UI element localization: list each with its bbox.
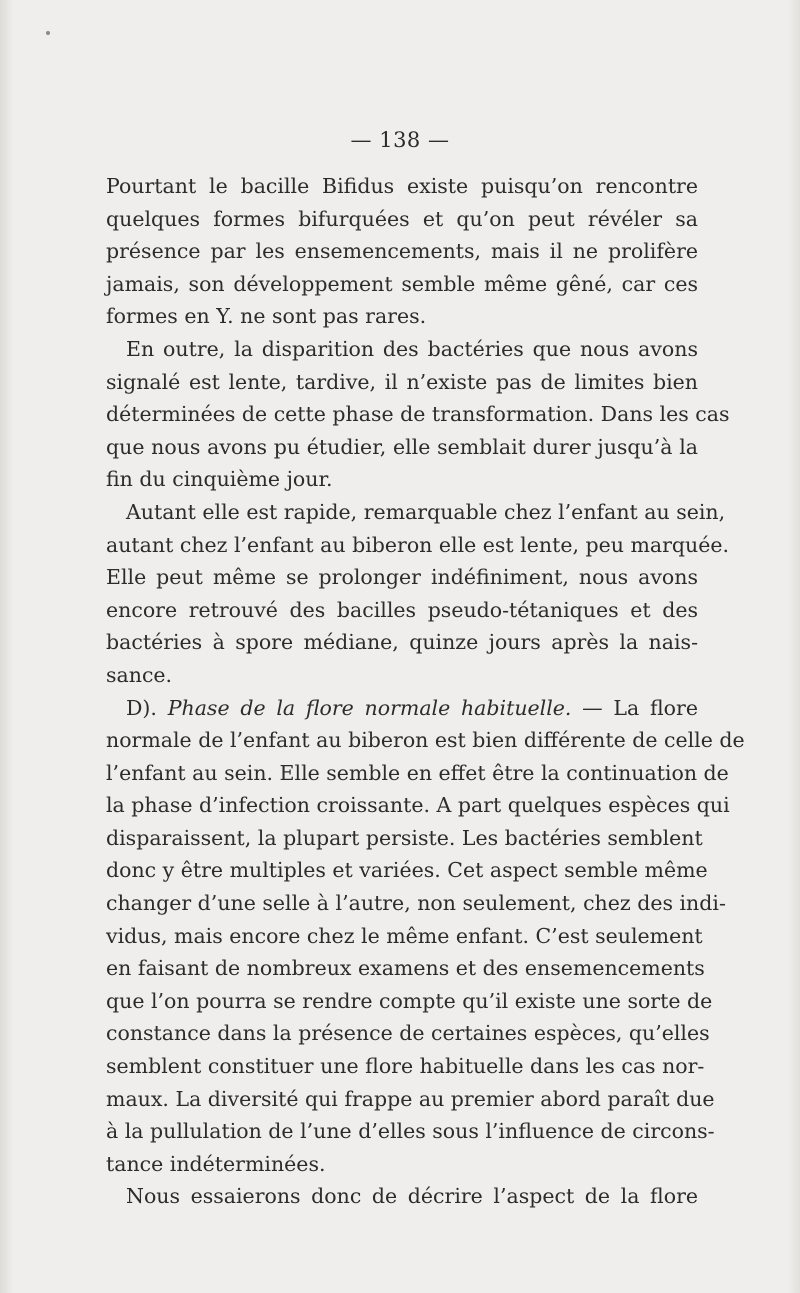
text-line: bactéries à spore médiane, quinze jours après la nais- bbox=[106, 630, 698, 655]
text-line: présence par les ensemencements, mais il ne prolifère bbox=[106, 239, 698, 264]
text-line: que nous avons pu étudier, elle semblait durer jusqu’à la bbox=[106, 434, 698, 459]
text-line: déterminées de cette phase de transformation. Dans les cas bbox=[106, 402, 730, 427]
page-edge-left bbox=[0, 0, 14, 1293]
text-line: autant chez l’enfant au biberon elle est lente, peu marquée. bbox=[106, 532, 730, 557]
text-line: que l’on pourra se rendre compte qu’il existe une sorte de bbox=[106, 988, 713, 1013]
section-title: Phase de la flore normale habituelle. bbox=[167, 695, 572, 720]
section-label: D). bbox=[126, 695, 157, 720]
text-line: quelques formes bifurquées et qu’on peut révéler sa bbox=[106, 206, 698, 231]
text-line: sance. bbox=[106, 662, 173, 687]
text-line: fin du cinquième jour. bbox=[106, 467, 333, 492]
text-line: Pourtant le bacille Bifidus existe puisqu’on rencontre bbox=[106, 174, 698, 198]
text-line: l’enfant au sein. Elle semble en effet être la continuation de bbox=[106, 760, 729, 785]
text-line: signalé est lente, tardive, il n’existe pas de limites bien bbox=[106, 369, 698, 394]
text-line: maux. La diversité qui frappe au premier abord paraît due bbox=[106, 1086, 715, 1111]
text-line: la phase d’infection croissante. A part quelques espèces qui bbox=[106, 793, 730, 818]
text-line: vidus, mais encore chez le même enfant. C’est seulement bbox=[106, 923, 703, 948]
text-line: Autant elle est rapide, remarquable chez l’enfant au sein, bbox=[126, 499, 726, 524]
text-line: donc y être multiples et variées. Cet aspect semble même bbox=[106, 858, 708, 883]
text-line: changer d’une selle à l’autre, non seulement, chez des indi- bbox=[106, 891, 726, 916]
paper-speck bbox=[46, 31, 50, 35]
text-line: en faisant de nombreux examens et des ensemencements bbox=[106, 956, 705, 981]
text-line: formes en Y. ne sont pas rares. bbox=[106, 304, 427, 329]
text-line: Elle peut même se prolonger indéfiniment, nous avons bbox=[106, 565, 698, 590]
page-edge-right bbox=[788, 0, 800, 1293]
text-line: En outre, la disparition des bactéries que nous avons bbox=[126, 336, 698, 361]
text-line: à la pullulation de l’une d’elles sous l’influence de circons- bbox=[106, 1119, 715, 1144]
text-line: encore retrouvé des bacilles pseudo-tétaniques et des bbox=[106, 597, 698, 622]
text-line: jamais, son développement semble même gêné, car ces bbox=[106, 271, 698, 296]
text-line: constance dans la présence de certaines espèces, qu’elles bbox=[106, 1021, 710, 1046]
section-heading-tail: — La flore bbox=[582, 695, 698, 720]
text-line: Nous essaierons donc de décrire l’aspect de la flore bbox=[126, 1184, 698, 1209]
text-line: semblent constituer une flore habituelle dans les cas nor- bbox=[106, 1054, 705, 1079]
text-line: normale de l’enfant au biberon est bien différente de celle de bbox=[106, 728, 745, 753]
text-line: disparaissent, la plupart persiste. Les bactéries semblent bbox=[106, 825, 703, 850]
section-heading-line bbox=[106, 692, 698, 725]
page-number: — 138 — bbox=[350, 128, 450, 152]
text-line: tance indéterminées. bbox=[106, 1151, 326, 1176]
body-text bbox=[106, 170, 745, 1213]
